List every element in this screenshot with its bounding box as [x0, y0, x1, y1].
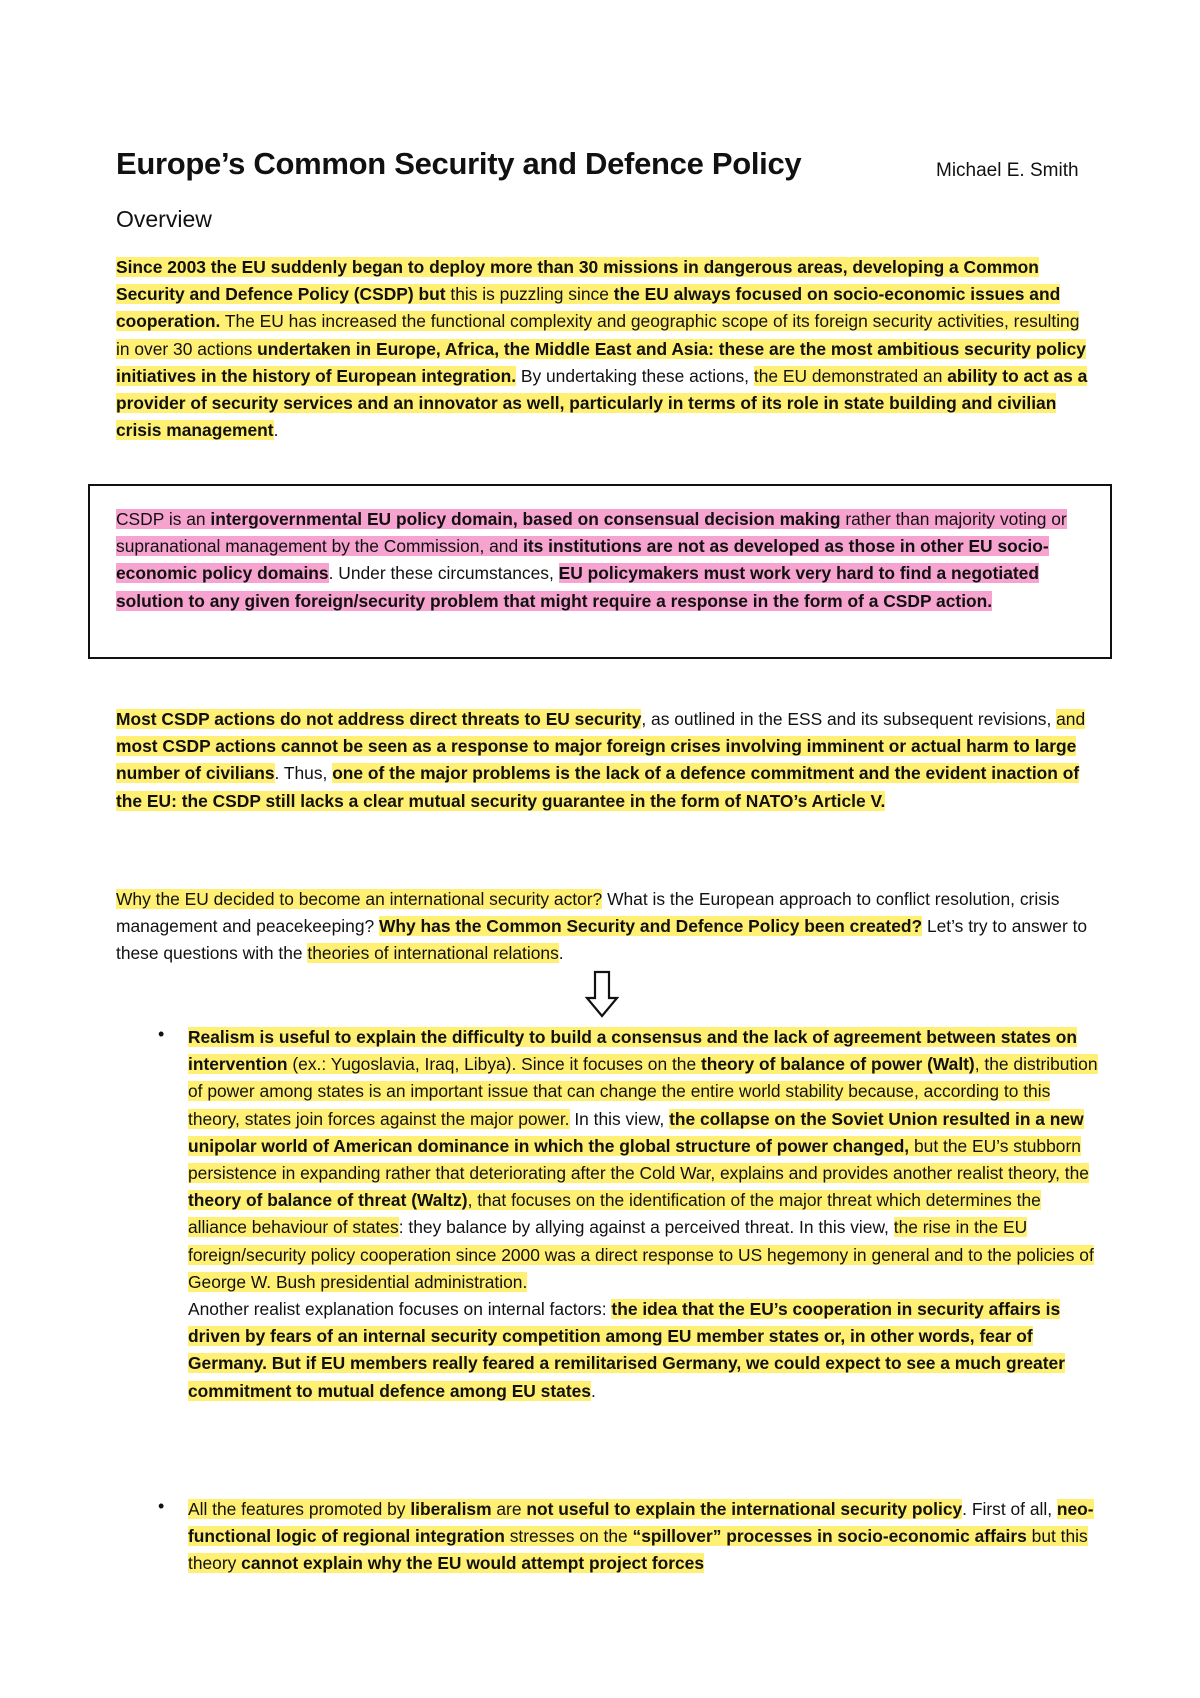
para1-run: . [273, 420, 279, 441]
bullet1-run: , the distribution of power among states is an important issue that can change the entire world stability because, according to this theory, states join forces against the major power. [188, 1054, 1098, 1129]
para1-run: Since 2003 the EU suddenly began to deploy more than 30 missions in dangerous areas, developing a Common Security and Defence Policy (CSDP) but [116, 257, 1039, 305]
bullet1b-run: . [590, 1380, 596, 1401]
bullet1-run: : they balance by allying against a perceived threat. In this view, [398, 1217, 894, 1238]
bullet1-run: theory of balance of threat (Waltz) [188, 1190, 468, 1211]
document-title: Europe’s Common Security and Defence Policy [116, 146, 802, 181]
para3-run: , as outlined in the ESS and its subsequent revisions, [641, 709, 1057, 729]
bullet1b-run: Another realist explanation focuses on internal factors: [188, 1299, 612, 1320]
bullet-liberalism [188, 1496, 1098, 1578]
paragraph-csdp-threats [116, 706, 1096, 815]
para1-run: the EU demonstrated an [753, 365, 948, 386]
bullet2-run: are [491, 1499, 527, 1519]
bullet2-run: . [962, 1499, 968, 1519]
para4-run: theories of international relations [307, 943, 559, 964]
bullet1b-run: the idea that the EU’s cooperation in security affairs is driven by fears of an internal security competition among EU member states or, in other words, fear of Germany. But if EU members really feared a remilitarised Germany, we could expect to see a much greater commitment to mutual defence among EU states [188, 1299, 1065, 1401]
bullet1-run: Realism is useful to explain the difficulty to build a consensus and the lack of agreement between states on intervention [188, 1027, 1078, 1075]
para3-run: . Thus, [274, 763, 333, 784]
paragraph-csdp-intergovernmental [116, 506, 1076, 615]
author-name: Michael E. Smith [936, 160, 1079, 181]
bullet2-run: liberalism [410, 1499, 492, 1519]
para3-run: one of the major problems is the lack of a defence commitment and the evident inaction of the EU: the CSDP still lacks a clear mutual security guarantee in the form of NATO’s Article V. [116, 763, 1080, 811]
paragraph-questions [116, 886, 1096, 968]
down-arrow-icon [584, 970, 620, 1018]
para2-run: CSDP is an [116, 509, 211, 529]
bullet2-run: neo-functional logic of regional integration [188, 1499, 1094, 1547]
para2-run: its institutions are not as developed as those in other EU socio-economic policy domains [116, 536, 1049, 584]
bullet1-run: In this view, [569, 1108, 670, 1129]
bullet1-run: , that focuses on the identification of the major threat which determines the alliance behaviour of states [188, 1190, 1041, 1238]
bullet2-run: but this theory [188, 1526, 1088, 1574]
bullet1-run: the collapse on the Soviet Union resulted in a new unipolar world of American dominance in which the global structure of power changed, [188, 1108, 1084, 1156]
para3-run: Most CSDP actions do not address direct threats to EU security [116, 709, 642, 729]
para2-run: rather than majority voting or supranational management by the Commission, and [116, 509, 1067, 557]
para4-run: Let’s try to answer to these questions with the [116, 916, 1088, 964]
bullet1-run: but the EU’s stubborn persistence in expanding rather that deteriorating after the Cold War, explains and provides another realist theory, the [188, 1135, 1089, 1184]
para4-run: Why the EU decided to become an international security actor? [116, 889, 603, 909]
paragraph-intro [116, 254, 1096, 444]
para3-run: and [1056, 709, 1086, 729]
bullet2-run: First of all, [967, 1499, 1057, 1519]
para1-run: ability to act as a provider of security services and an innovator as well, particularly in terms of its role in state building and civilian crisis management [116, 365, 1088, 441]
para1-run: the EU always focused on socio-economic issues and cooperation. [116, 284, 1061, 332]
para2-run: EU policymakers must work very hard to find a negotiated solution to any given foreign/security problem that might require a response in the form of a CSDP action. [116, 563, 1039, 611]
para2-run: . Under these circumstances, [328, 563, 559, 584]
section-heading-overview: Overview [116, 206, 212, 232]
bullet-realism [188, 1024, 1098, 1405]
bullet-dot-liberalism: • [158, 1496, 165, 1516]
para2-run: intergovernmental EU policy domain, based on consensual decision making [210, 509, 841, 529]
para4-run: Why has the Common Security and Defence Policy been created? [379, 916, 923, 937]
para1-run: By undertaking these actions, [516, 365, 754, 386]
bullet2-run: “spillover” processes in socio-economic affairs [632, 1526, 1027, 1547]
bullet1-run: (ex.: Yugoslavia, Iraq, Libya). [287, 1054, 522, 1075]
para3-run: most CSDP actions cannot be seen as a response to major foreign crises involving imminent or actual harm to large number of civilians [116, 736, 1077, 784]
bullet1-run: theory of balance of power (Walt) [700, 1054, 975, 1075]
bullet2-run: cannot explain why the EU would attempt project forces [241, 1553, 705, 1574]
bullet2-run: not useful to explain the international security policy [526, 1499, 963, 1519]
bullet2-run: stresses on the [504, 1526, 633, 1547]
para1-run: undertaken in Europe, Africa, the Middle East and Asia: these are the most ambitious security policy initiatives in the history of European integration. [116, 338, 1086, 386]
para1-run: The EU has increased the functional complexity and geographic scope of its foreign security activities, resulting in over 30 actions [116, 311, 1080, 359]
bullet1-run: the rise in the EU foreign/security policy cooperation since 2000 was a direct response to US hegemony in general and to the policies of George W. Bush presidential administration. [188, 1217, 1094, 1292]
bullet-dot-realism: • [158, 1024, 165, 1044]
para4-run: . [558, 943, 564, 964]
para4-run: What is the European approach to conflict resolution, crisis management and peacekeeping? [116, 889, 1060, 937]
para1-run: this is puzzling since [445, 284, 614, 305]
bullet1-run: Since it focuses on the [521, 1054, 701, 1075]
bullet2-run: All the features promoted by [188, 1499, 411, 1519]
